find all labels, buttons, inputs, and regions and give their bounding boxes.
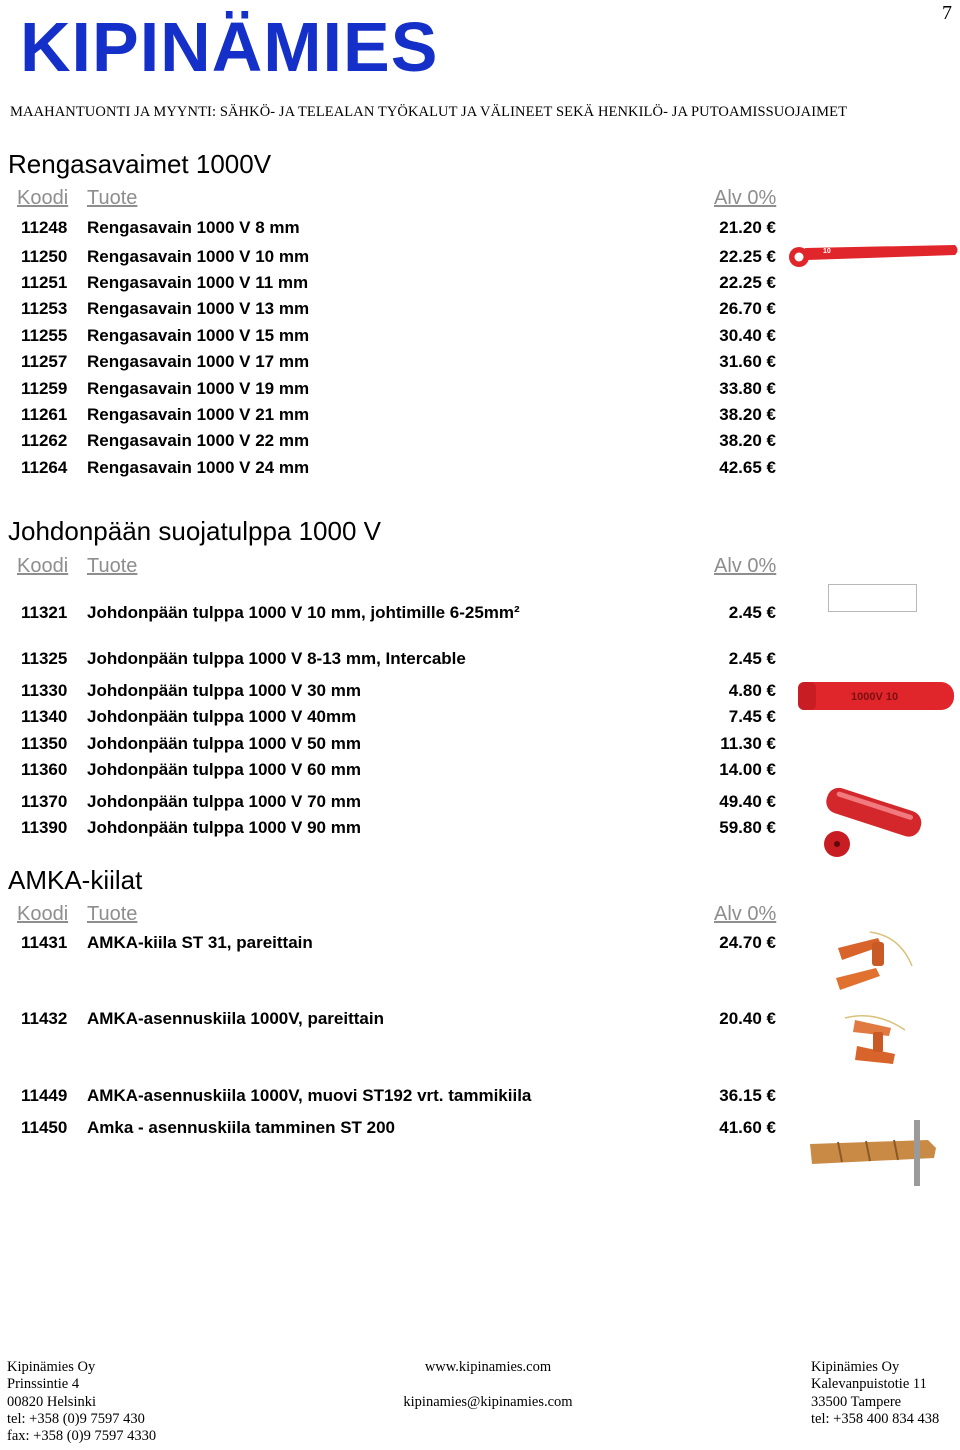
- product-price: 11.30 €: [720, 734, 776, 753]
- table-row: [0, 405, 800, 427]
- table-row: [0, 649, 800, 671]
- product-code: 11321: [21, 603, 68, 622]
- product-price: 33.80 €: [719, 379, 776, 398]
- footer-line: Kalevanpuistotie 11: [811, 1376, 927, 1393]
- footer-line: Kipinämies Oy: [7, 1359, 96, 1375]
- footer-line: fax: +358 (0)9 7597 4330: [7, 1428, 157, 1445]
- ring-wrench-image: [785, 240, 960, 272]
- product-code: 11264: [21, 458, 68, 477]
- product-price: 38.20 €: [719, 431, 776, 450]
- wedge-handle-shape: [873, 1032, 883, 1052]
- table-row: [0, 352, 800, 374]
- product-price: 38.20 €: [719, 405, 776, 424]
- table-row: [0, 1009, 800, 1031]
- product-name: Rengasavain 1000 V 17 mm: [87, 352, 310, 371]
- product-code: 11360: [21, 760, 68, 779]
- product-code: 11450: [21, 1118, 68, 1137]
- section-title: Johdonpään suojatulppa 1000 V: [8, 516, 381, 546]
- product-code: 11325: [21, 649, 68, 668]
- wedge-lower-shape: [836, 968, 880, 990]
- product-name: Rengasavain 1000 V 10 mm: [87, 247, 310, 266]
- column-header-price: Alv 0%: [714, 187, 777, 209]
- footer-line: Kipinämies Oy: [811, 1359, 900, 1375]
- table-row: [0, 1086, 800, 1108]
- product-price: 2.45 €: [728, 603, 776, 622]
- footer-line: Prinssintie 4: [7, 1376, 80, 1393]
- table-row: [0, 379, 800, 401]
- wedge-upper-shape: [853, 1020, 891, 1036]
- product-price: 7.45 €: [728, 707, 776, 726]
- footer-line: 00820 Helsinki: [7, 1393, 97, 1410]
- tube-end-center: [834, 841, 840, 847]
- amka-install-wedge-image: [835, 1010, 915, 1078]
- table-row: [0, 247, 800, 269]
- wrench-size-label: 10: [823, 248, 831, 255]
- product-price: 22.25 €: [719, 273, 776, 292]
- column-header-product: Tuote: [87, 187, 138, 209]
- table-row: [0, 299, 800, 321]
- page-number: 7: [942, 2, 952, 24]
- product-name: Rengasavain 1000 V 11 mm: [87, 273, 309, 292]
- product-price: 59.80 €: [719, 818, 776, 837]
- table-row: [0, 603, 800, 625]
- tagline: MAAHANTUONTI JA MYYNTI: SÄHKÖ- JA TELEALAN TYÖKALUT JA VÄLINEET SEKÄ HENKILÖ- JA PUTOAMISSUOJAIMET: [10, 104, 848, 120]
- product-price: 36.15 €: [719, 1086, 776, 1105]
- table-row: [0, 458, 800, 480]
- table-row: [0, 681, 800, 703]
- section-title: Rengasavaimet 1000V: [8, 149, 272, 179]
- product-price: 30.40 €: [719, 326, 776, 345]
- product-price: 4.80 €: [728, 681, 776, 700]
- table-row: [0, 933, 800, 955]
- column-header-code: Koodi: [17, 555, 69, 577]
- cap-label: 1000V 10: [851, 691, 899, 703]
- product-name: Amka - asennuskiila tamminen ST 200: [87, 1118, 396, 1137]
- product-code: 11255: [21, 326, 68, 345]
- footer-helsinki-address: [7, 1359, 156, 1445]
- product-code: 11259: [21, 379, 68, 398]
- product-price: 22.25 €: [719, 247, 776, 266]
- product-name: AMKA-kiila ST 31, pareittain: [87, 933, 313, 952]
- product-name: Rengasavain 1000 V 8 mm: [87, 218, 300, 237]
- product-price: 21.20 €: [719, 218, 776, 237]
- table-row: [0, 760, 800, 782]
- product-price: 41.60 €: [719, 1118, 776, 1137]
- placeholder-image: [828, 584, 917, 612]
- product-code: 11390: [21, 818, 68, 837]
- product-code: 11431: [21, 933, 68, 952]
- table-row: [0, 818, 800, 840]
- column-header-code: Koodi: [17, 903, 69, 925]
- amka-wedge-pair-image: [830, 926, 920, 1002]
- table-row: [0, 734, 800, 756]
- product-price: 49.40 €: [719, 792, 776, 811]
- product-name: Rengasavain 1000 V 15 mm: [87, 326, 310, 345]
- product-name: Johdonpään tulppa 1000 V 10 mm, johtimille 6-25mm²: [87, 603, 520, 622]
- footer-tampere-address: [811, 1359, 939, 1428]
- product-name: Rengasavain 1000 V 21 mm: [87, 405, 310, 424]
- footer-spacer: [398, 1376, 578, 1393]
- table-row: [0, 792, 800, 814]
- product-name: Rengasavain 1000 V 24 mm: [87, 458, 310, 477]
- product-name: Rengasavain 1000 V 13 mm: [87, 299, 310, 318]
- website-link[interactable]: www.kipinamies.com: [424, 1359, 552, 1375]
- product-price: 2.45 €: [728, 649, 776, 668]
- product-price: 42.65 €: [719, 458, 776, 477]
- cable-end-tube-image: [815, 786, 925, 864]
- product-code: 11253: [21, 299, 68, 318]
- product-code: 11262: [21, 431, 68, 450]
- column-header-product: Tuote: [87, 903, 138, 925]
- product-code: 11257: [21, 352, 68, 371]
- table-row: [0, 273, 800, 295]
- product-code: 11340: [21, 707, 68, 726]
- product-code: 11449: [21, 1086, 68, 1105]
- table-row: [0, 707, 800, 729]
- cable-end-cap-image: [795, 676, 957, 716]
- product-name: Johdonpään tulppa 1000 V 70 mm: [87, 792, 361, 811]
- wrench-ring-hole: [795, 253, 804, 262]
- product-price: 14.00 €: [719, 760, 776, 779]
- product-price: 31.60 €: [719, 352, 776, 371]
- product-name: AMKA-asennuskiila 1000V, muovi ST192 vrt. tammikiila: [87, 1086, 532, 1105]
- brand-logo: KIPINÄMIES: [20, 8, 439, 86]
- product-name: Rengasavain 1000 V 22 mm: [87, 431, 310, 450]
- product-code: 11251: [21, 273, 68, 292]
- column-header-price: Alv 0%: [714, 555, 777, 577]
- table-row: [0, 326, 800, 348]
- product-name: Rengasavain 1000 V 19 mm: [87, 379, 310, 398]
- product-name: Johdonpään tulppa 1000 V 8-13 mm, Intercable: [87, 649, 466, 668]
- product-name: Johdonpään tulppa 1000 V 60 mm: [87, 760, 361, 779]
- email-link[interactable]: kipinamies@kipinamies.com: [403, 1393, 573, 1410]
- column-header-product: Tuote: [87, 555, 138, 577]
- product-name: Johdonpään tulppa 1000 V 40mm: [87, 707, 357, 726]
- product-name: Johdonpään tulppa 1000 V 30 mm: [87, 681, 361, 700]
- product-code: 11250: [21, 247, 68, 266]
- wood-metal-pin: [914, 1120, 920, 1186]
- product-code: 11261: [21, 405, 68, 424]
- product-code: 11330: [21, 681, 68, 700]
- column-header-code: Koodi: [17, 187, 69, 209]
- oak-wedge-image: [808, 1118, 940, 1190]
- product-code: 11248: [21, 218, 68, 237]
- product-code: 11370: [21, 792, 68, 811]
- footer-line: tel: +358 400 834 438: [811, 1410, 940, 1427]
- product-code: 11432: [21, 1009, 68, 1028]
- wedge-handle-shape: [872, 942, 884, 966]
- section-title: AMKA-kiilat: [8, 865, 143, 895]
- cap-rim-shape: [798, 682, 816, 710]
- column-header-price: Alv 0%: [714, 903, 777, 925]
- footer-line: tel: +358 (0)9 7597 430: [7, 1410, 145, 1427]
- product-name: AMKA-asennuskiila 1000V, pareittain: [87, 1009, 384, 1028]
- footer-line: 33500 Tampere: [811, 1393, 902, 1410]
- table-row: [0, 1118, 800, 1140]
- product-name: Johdonpään tulppa 1000 V 90 mm: [87, 818, 361, 837]
- product-price: 24.70 €: [719, 933, 776, 952]
- table-row: [0, 218, 800, 240]
- footer-web-contact: [398, 1359, 578, 1411]
- product-price: 20.40 €: [719, 1009, 776, 1028]
- product-code: 11350: [21, 734, 68, 753]
- product-name: Johdonpään tulppa 1000 V 50 mm: [87, 734, 361, 753]
- product-price: 26.70 €: [719, 299, 776, 318]
- table-row: [0, 431, 800, 453]
